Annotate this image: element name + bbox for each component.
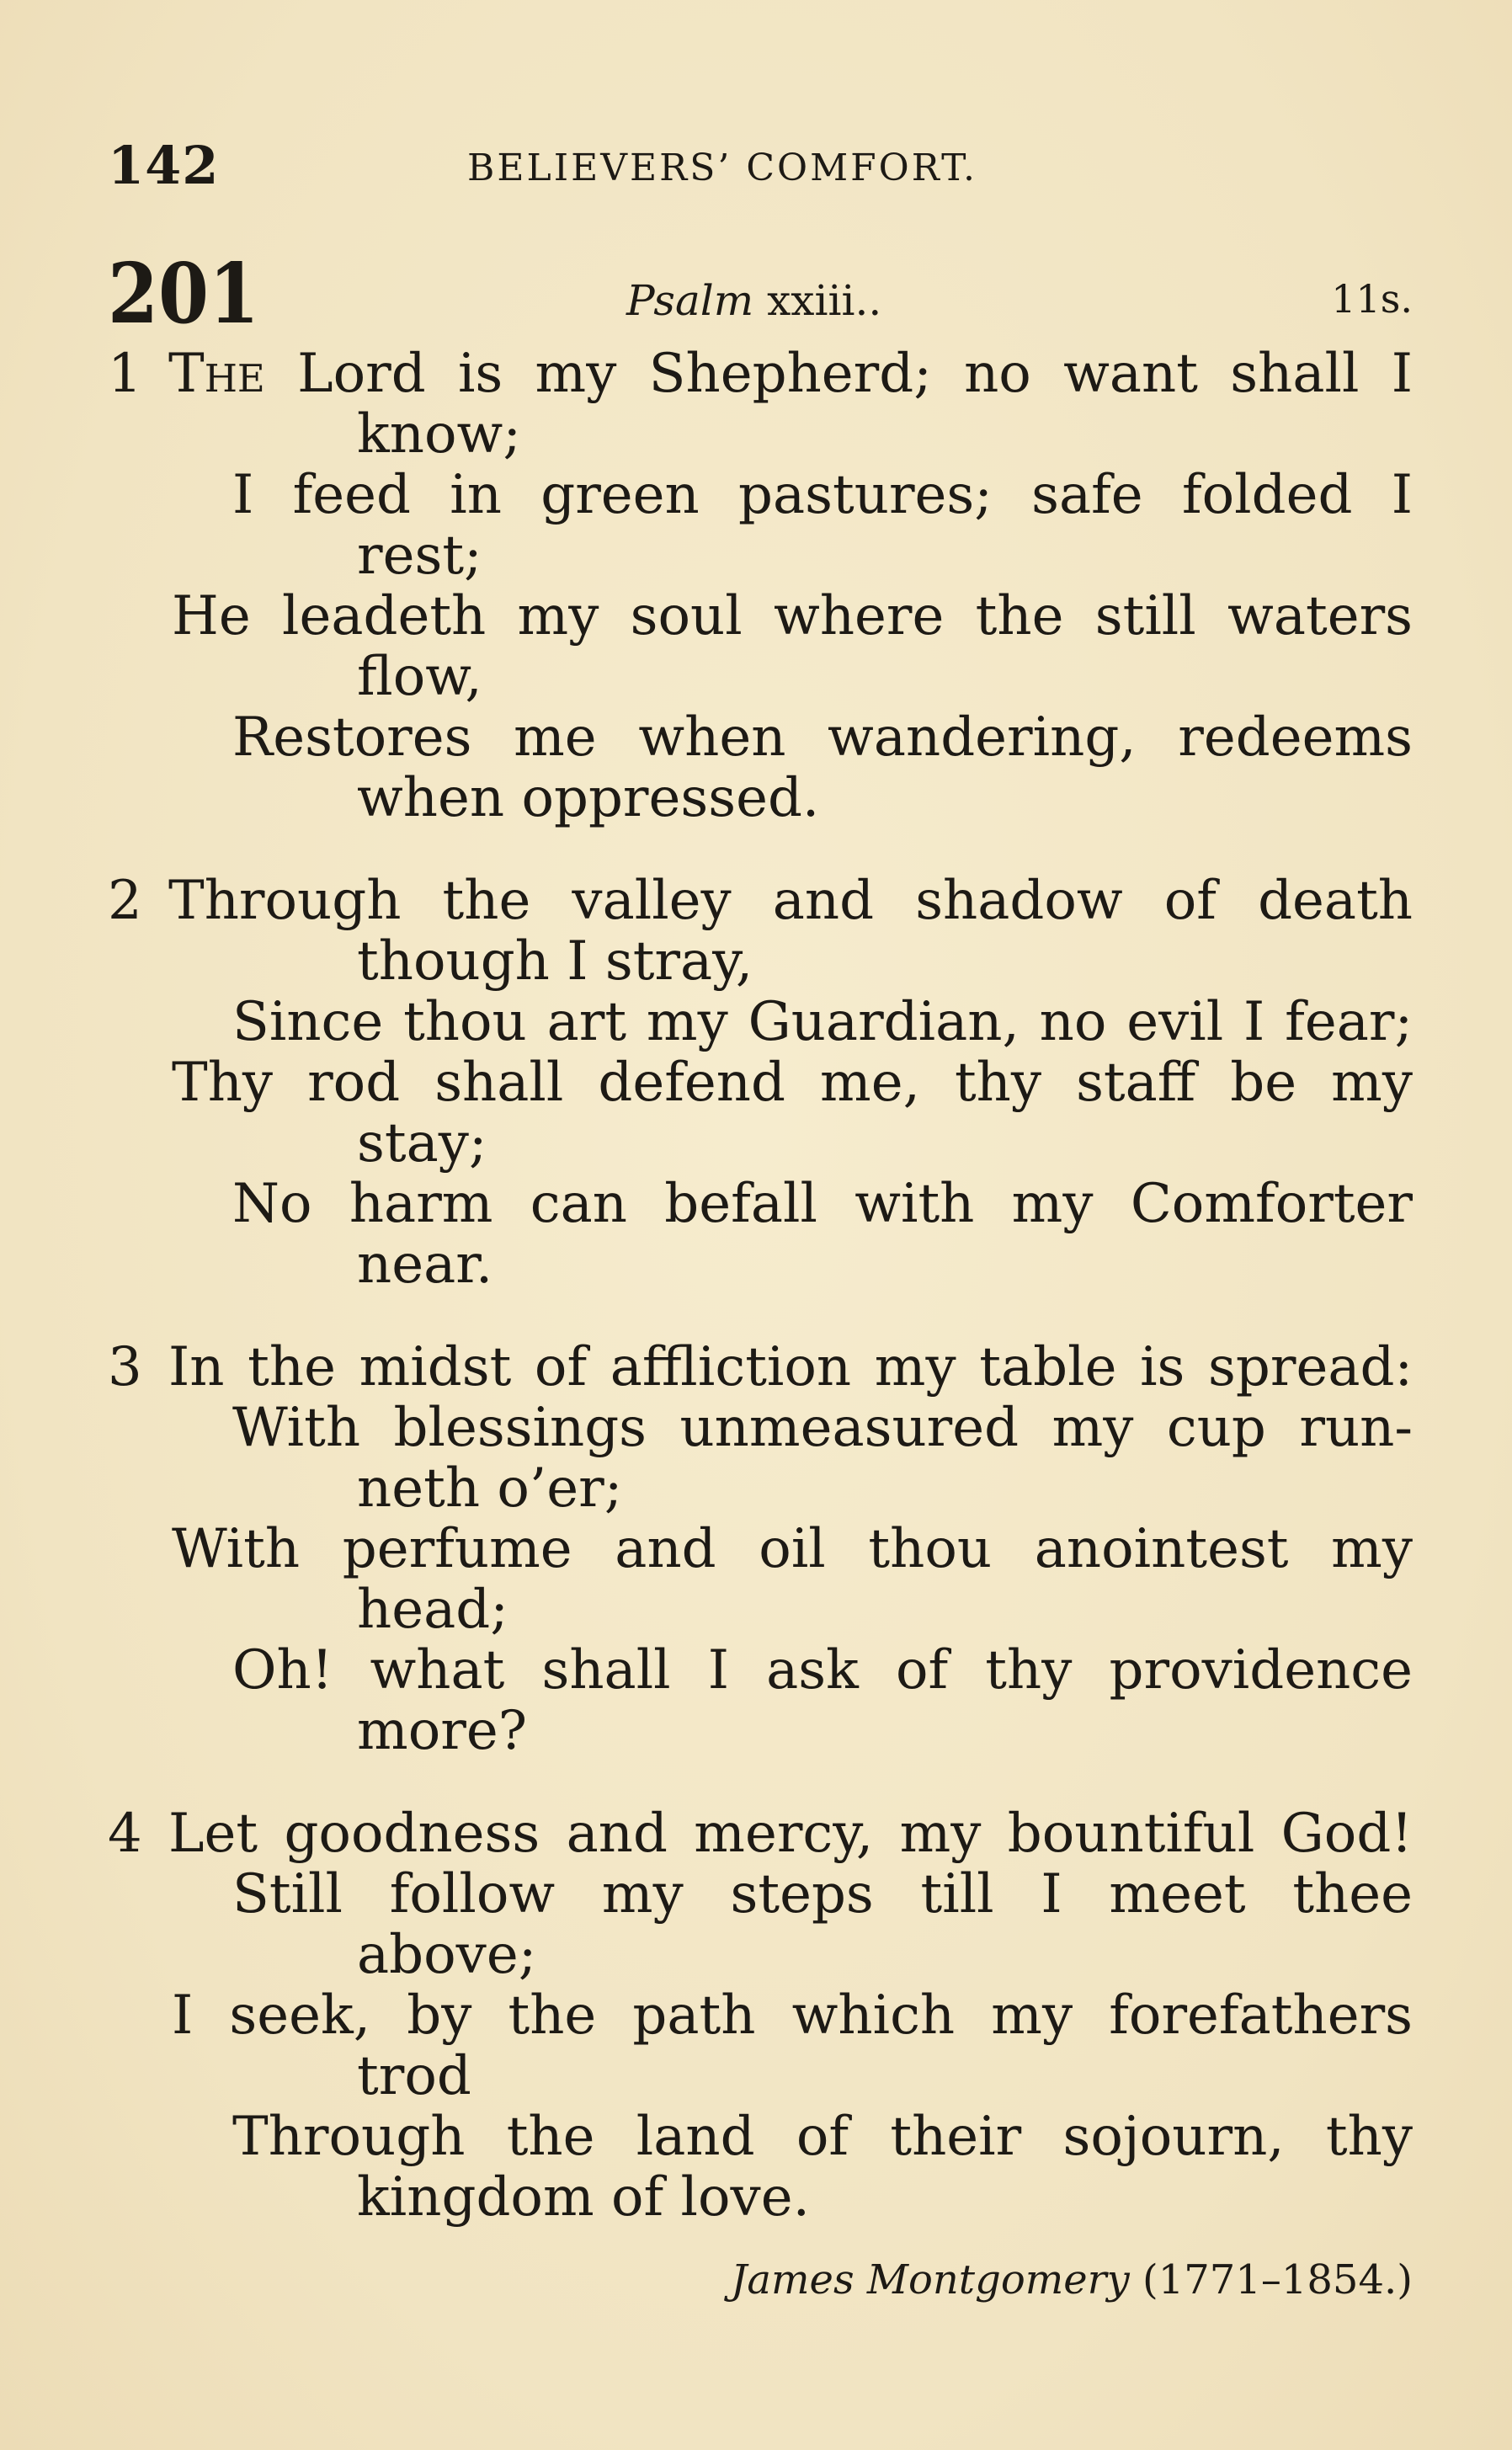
author-name: James Montgomery bbox=[731, 2256, 1130, 2304]
scripture-reference bbox=[626, 276, 881, 325]
stanza-line bbox=[108, 768, 1413, 828]
line-text: With blessings unmeasured my cup run- bbox=[232, 1397, 1413, 1459]
stanza-line bbox=[108, 1398, 1413, 1458]
first-word: The bbox=[168, 343, 265, 405]
hymn-header bbox=[108, 246, 1413, 343]
author-attribution bbox=[731, 2256, 1413, 2304]
stanza-line bbox=[108, 992, 1413, 1052]
line-text: flow, bbox=[357, 646, 482, 708]
line-text: more? bbox=[357, 1700, 527, 1762]
stanza-line bbox=[108, 1113, 1413, 1174]
line-text: head; bbox=[357, 1579, 508, 1641]
line-text: In the midst of affliction my table is spread: bbox=[168, 1336, 1413, 1398]
line-text-rest: Lord is my Shepherd; no want shall I bbox=[264, 343, 1413, 405]
stanza-line bbox=[108, 871, 1413, 931]
stanza-line bbox=[108, 2106, 1413, 2167]
stanza-line bbox=[108, 344, 1413, 404]
line-text: kingdom of love. bbox=[357, 2166, 810, 2229]
line-text: stay; bbox=[357, 1112, 487, 1174]
hymn-meter: 11s. bbox=[1331, 276, 1413, 322]
line-text: rest; bbox=[357, 525, 482, 587]
line-text: Thy rod shall defend me, thy staff be my bbox=[172, 1052, 1413, 1114]
stanza-line bbox=[108, 1803, 1413, 1864]
stanza-line bbox=[108, 1337, 1413, 1398]
line-text: though I stray, bbox=[357, 930, 753, 993]
stanza-2 bbox=[108, 871, 1413, 1295]
line-text: I feed in green pastures; safe folded I bbox=[232, 464, 1413, 526]
stanza-line bbox=[108, 1458, 1413, 1519]
line-text: Still follow my steps till I meet thee bbox=[232, 1863, 1413, 1925]
stanza-line bbox=[108, 1579, 1413, 1640]
stanza-number: 1 bbox=[108, 343, 142, 405]
line-text: when oppressed. bbox=[357, 767, 820, 829]
stanza-line bbox=[108, 2167, 1413, 2228]
stanza-line bbox=[108, 1985, 1413, 2046]
line-text: near. bbox=[357, 1233, 493, 1296]
stanza-number: 4 bbox=[108, 1803, 142, 1865]
line-text: Let goodness and mercy, my bountiful God! bbox=[168, 1803, 1413, 1865]
line-text: Through the land of their sojourn, thy bbox=[232, 2106, 1413, 2168]
hymn-body bbox=[108, 344, 1413, 2270]
scripture-chapter: xxiii.. bbox=[767, 276, 882, 325]
stanza-line bbox=[108, 586, 1413, 647]
line-text: Since thou art my Guardian, no evil I fear; bbox=[232, 991, 1413, 1053]
stanza-line bbox=[108, 1925, 1413, 1985]
line-text: Oh! what shall I ask of thy providence bbox=[232, 1639, 1413, 1702]
stanza-line bbox=[108, 404, 1413, 465]
stanza-1 bbox=[108, 344, 1413, 828]
line-text: know; bbox=[357, 403, 521, 466]
line-text: neth o’er; bbox=[357, 1457, 623, 1520]
line-text: He leadeth my soul where the still waters bbox=[172, 585, 1413, 647]
stanza-line bbox=[108, 1519, 1413, 1579]
stanza-4 bbox=[108, 1803, 1413, 2228]
page-number: 142 bbox=[108, 135, 220, 196]
stanza-line bbox=[108, 1701, 1413, 1761]
stanza-line bbox=[108, 465, 1413, 525]
stanza-line bbox=[108, 707, 1413, 768]
line-text: I seek, by the path which my forefathers bbox=[172, 1984, 1413, 2047]
stanza-line bbox=[108, 647, 1413, 707]
line-text: Through the valley and shadow of death bbox=[168, 870, 1413, 932]
stanza-number: 3 bbox=[108, 1336, 142, 1398]
running-head: BELIEVERS’ COMFORT. bbox=[467, 146, 977, 189]
stanza-number: 2 bbox=[108, 870, 142, 932]
line-text: Restores me when wandering, redeems bbox=[232, 706, 1413, 769]
scripture-book: Psalm bbox=[626, 276, 754, 325]
stanza-3 bbox=[108, 1337, 1413, 1761]
stanza-line bbox=[108, 1864, 1413, 1925]
stanza-line bbox=[108, 1640, 1413, 1701]
line-text: above; bbox=[357, 1924, 537, 1986]
page-header bbox=[108, 135, 1404, 194]
line-text: trod bbox=[357, 2045, 471, 2107]
line-text: With perfume and oil thou anointest my bbox=[172, 1518, 1413, 1580]
line-text bbox=[168, 344, 1413, 404]
stanza-line bbox=[108, 1052, 1413, 1113]
stanza-line bbox=[108, 1234, 1413, 1295]
stanza-line bbox=[108, 2046, 1413, 2106]
hymn-number: 201 bbox=[108, 246, 260, 343]
stanza-line bbox=[108, 931, 1413, 992]
line-text: No harm can befall with my Comforter bbox=[232, 1173, 1413, 1235]
stanza-line bbox=[108, 525, 1413, 586]
author-dates: (1771–1854.) bbox=[1142, 2256, 1413, 2304]
stanza-line bbox=[108, 1174, 1413, 1234]
